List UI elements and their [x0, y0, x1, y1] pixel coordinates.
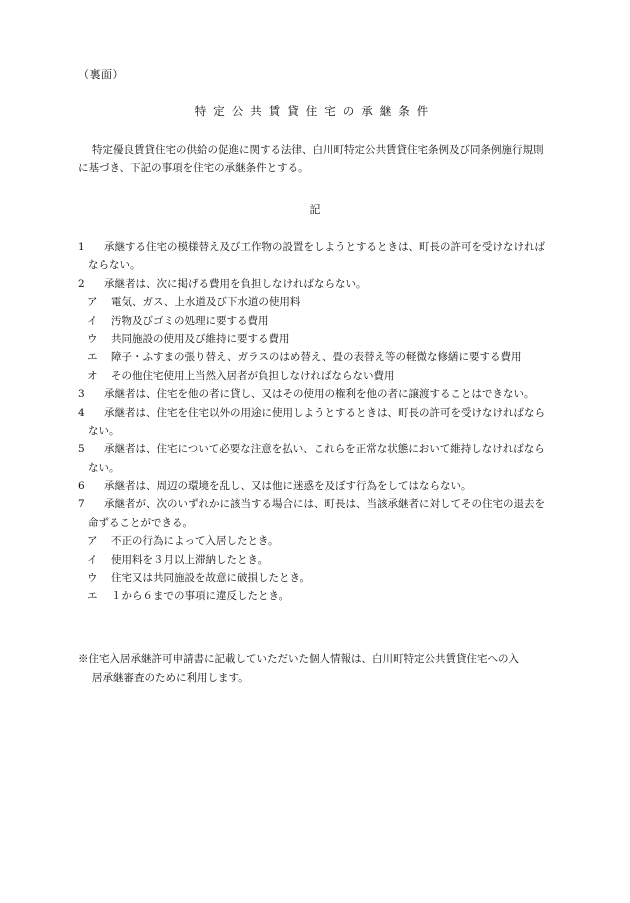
- sub-item-text: 電気、ガス、上水道及び下水道の使用料: [111, 296, 301, 309]
- sub-item-text: １から６までの事項に違反したとき。: [111, 590, 290, 603]
- sub-item-mark: イ: [87, 553, 98, 566]
- ki-heading: 記: [309, 203, 321, 216]
- item-number: 6: [78, 480, 85, 493]
- item-text: 承継者は、住宅を住宅以外の用途に使用しようとするときは、町長の許可を受けなければなら: [104, 406, 545, 419]
- item-number: 5: [78, 443, 85, 456]
- item-number: 1: [78, 241, 85, 253]
- sub-item-text: 住宅又は共同施設を故意に破損したとき。: [111, 572, 311, 585]
- item-text: 承継者は、住宅を他の者に貸し、又はその使用の権利を他の者に譲渡することはできない。: [104, 388, 535, 401]
- item-number: 3: [78, 388, 85, 401]
- intro-paragraph: [78, 141, 598, 177]
- item-continuation: ない。: [88, 424, 120, 437]
- sub-item: [78, 587, 608, 605]
- list-item: [78, 477, 608, 495]
- sub-item: [78, 569, 608, 587]
- item-continuation: 命ずることができる。: [88, 516, 193, 529]
- sub-item-mark: オ: [87, 369, 98, 382]
- item-number: 7: [78, 498, 85, 511]
- item-number: 4: [78, 406, 85, 419]
- sub-item-mark: エ: [87, 351, 98, 364]
- sub-item-mark: イ: [87, 314, 98, 327]
- reverse-side-label: （裏面）: [78, 68, 124, 81]
- notice-line-1: ※住宅入居承継許可申請書に記載していただいた個人情報は、白川町特定公共賃貸住宅への入: [78, 653, 519, 665]
- sub-item-text: 汚物及びゴミの処理に要する費用: [111, 314, 269, 327]
- list-item: [78, 385, 608, 403]
- sub-item-text: 不正の行為によって入居したとき。: [111, 535, 279, 548]
- sub-item-mark: ア: [87, 296, 98, 309]
- sub-item-mark: ア: [87, 535, 98, 548]
- item-text: 承継者は、次に掲げる費用を負担しなければならない。: [104, 277, 367, 290]
- item-text: 承継者は、周辺の環境を乱し、又は他に迷惑を及ぼす行為をしてはならない。: [104, 480, 472, 493]
- sub-item-text: 共同施設の使用及び維持に要する費用: [111, 332, 290, 345]
- sub-item: [78, 293, 608, 311]
- list-item: [78, 495, 608, 513]
- sub-item: [78, 312, 608, 330]
- item-text: 承継する住宅の模様替え及び工作物の設置をしようとするときは、町長の許可を受けなければ: [104, 241, 545, 253]
- intro-line-2: に基づき、下記の事項を住宅の承継条件とする。: [78, 162, 309, 174]
- intro-line-1: 特定優良賃貸住宅の供給の促進に関する法律、白川町特定公共賃貸住宅条例及び同条例施行規則: [92, 144, 544, 156]
- privacy-notice: [78, 650, 608, 688]
- sub-item-text: その他住宅使用上当然入居者が負担しなければならない費用: [111, 369, 395, 382]
- sub-item-mark: ウ: [87, 572, 98, 585]
- notice-line-2: 居承継審査のために利用します。: [92, 672, 249, 684]
- item-number: 2: [78, 277, 85, 290]
- item-text: 承継者が、次のいずれかに該当する場合には、町長は、当該承継者に対してその住宅の退去を: [104, 498, 545, 511]
- item-continuation: ない。: [88, 461, 120, 474]
- sub-item-text: 使用料を３月以上滞納したとき。: [111, 553, 269, 566]
- sub-item: [78, 330, 608, 348]
- page-title: 特定公共賃貸住宅の承継条件: [194, 104, 436, 118]
- list-item: [78, 238, 608, 256]
- sub-item: [78, 551, 608, 569]
- sub-item-text: 障子・ふすまの張り替え、ガラスのはめ替え、畳の表替え等の軽微な修繕に要する費用: [111, 351, 522, 364]
- list-item: [78, 404, 608, 422]
- sub-item: [78, 532, 608, 550]
- list-item: [78, 440, 608, 458]
- sub-item-mark: エ: [87, 590, 98, 603]
- list-item: [78, 275, 608, 293]
- conditions-list: [78, 238, 608, 606]
- sub-item-mark: ウ: [87, 332, 98, 345]
- sub-item: [78, 348, 608, 366]
- sub-item: [78, 367, 608, 385]
- item-continuation: ならない。: [88, 259, 141, 272]
- item-text: 承継者は、住宅について必要な注意を払い、これらを正常な状態において維持しなければなら: [104, 443, 545, 456]
